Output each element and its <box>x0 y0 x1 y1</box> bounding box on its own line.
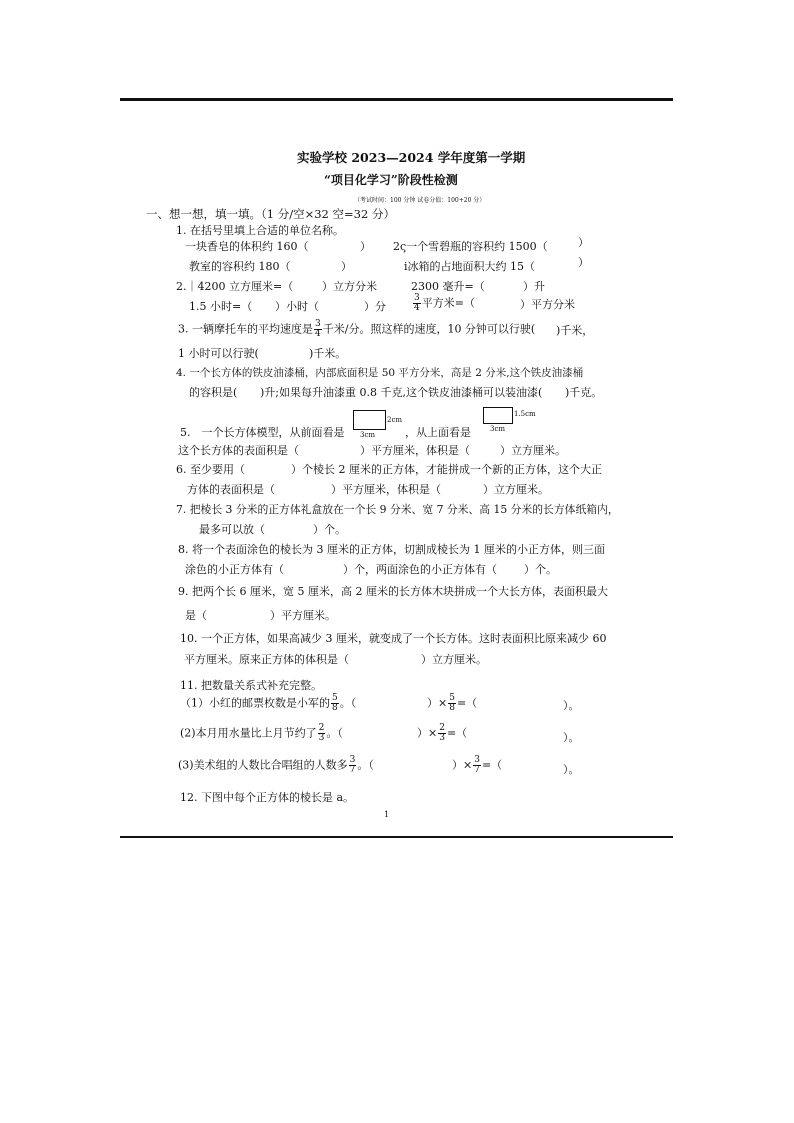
exam-info: （考试时间：100 分钟 试卷分值：100+20 分） <box>354 197 486 204</box>
q12-title: 12. 下图中每个正方体的棱长是 a。 <box>180 791 355 804</box>
q3-line1: 3. 一辆摩托车的平均速度是 $\frac{3}{4}$ 千米/分。照这样的速度，10 分钟可以行驶( <box>178 319 536 339</box>
q6-a: 6. 至少要用（ <box>176 463 245 476</box>
q4-b: 的容积是( <box>189 386 238 399</box>
q11-r3-fraction2: $\frac{3}{7}$ <box>474 755 480 775</box>
q2-c-mid: ）小时（ <box>275 300 319 313</box>
q6-b: 方体的表面积是（ <box>187 483 275 496</box>
q11-r1-fraction: $\frac{5}{8}$ <box>332 693 338 713</box>
q8-b-close: ）个。 <box>524 563 557 576</box>
q10-a: 10. 一个正方体，如果高减少 3 厘米，就变成了一个长方体。这时表面积比原来减少 60 <box>180 632 607 645</box>
q11-row2-close: ）。 <box>563 731 580 744</box>
q1-b: 2ς一个雪碧瓶的容积约 1500（ <box>393 240 548 253</box>
q6-b-close: ）立方厘米。 <box>483 483 549 496</box>
q8-a: 8. 将一个表面涂色的棱长为 3 厘米的正方体，切割成棱长为 1 厘米的小正方体，则三面 <box>178 543 605 556</box>
q11-r2-fraction2: $\frac{2}{3}$ <box>439 723 445 743</box>
q1-d: i冰箱的占地面积大约 15（ <box>404 260 536 273</box>
section-title: 一、想一想，填一填。（1 分/空×32 空=32 分） <box>146 207 395 221</box>
q8-b: 涂色的小正方体有（ <box>185 563 284 576</box>
top-view-height: 1.5cm <box>514 410 536 418</box>
q10-b: 平方厘米。原来正方体的体积是（ <box>184 653 349 666</box>
q2-c: 1.5 小时=（ <box>189 300 253 313</box>
q3-fraction: $\frac{3}{4}$ <box>315 319 321 339</box>
q11-title: 11. 把数量关系式补充完整。 <box>180 679 322 692</box>
q1-c-close: ） <box>341 260 352 273</box>
q5-c: 这个长方体的表面积是（ <box>178 444 299 457</box>
q1-title: 1. 在括号里填上合适的单位名称。 <box>176 224 344 237</box>
q4-b-mid: )升;如果每升油漆重 0.8 千克,这个铁皮油漆桶可以装油漆( <box>260 386 543 399</box>
q1-d-close: ） <box>578 256 589 269</box>
q8-b-mid: ）个，两面涂色的小正方体有（ <box>343 563 497 576</box>
q11-row3-close: ）。 <box>563 763 580 776</box>
q7-b: 最多可以放（ <box>199 523 265 536</box>
front-view-rectangle <box>353 410 386 430</box>
q1-a: 一块香皂的体积约 160（ <box>185 240 309 253</box>
q9-b: 是（ <box>185 609 207 622</box>
q11-row1: （1）小红的邮票枚数是小军的 $\frac{5}{8}$ 。（ <box>180 693 357 713</box>
q11-row1-close: ）。 <box>563 699 580 712</box>
top-rule <box>120 98 673 101</box>
q11-r2-fraction: $\frac{2}{3}$ <box>318 723 325 743</box>
q2-b-close: ）升 <box>523 280 545 293</box>
q11-r1-fraction2: $\frac{5}{8}$ <box>449 693 455 713</box>
q5-a: 5. 一个长方体模型，从前面看是 <box>180 426 345 439</box>
school-title: 实验学校 2023—2024 学年度第一学期 <box>297 150 526 165</box>
q4-b-close: )千克。 <box>565 386 603 399</box>
top-view-width: 3cm <box>490 425 506 433</box>
q3-c-close: )千米。 <box>309 347 347 360</box>
exam-subtitle: “项目化学习”阶段性检测 <box>324 173 458 187</box>
page-number: 1 <box>384 810 390 819</box>
front-view-height: 2cm <box>387 416 403 424</box>
q6-b-mid: ）平方厘米，体积是（ <box>331 483 441 496</box>
q2-d-close: ）平方分米 <box>520 298 575 311</box>
q7-b-close: ）个。 <box>313 523 346 536</box>
q1-b-close: ） <box>578 236 589 249</box>
q1-c: 教室的容积约 180（ <box>189 260 291 273</box>
q2-d: $\frac{3}{4}$ 平方米=（ <box>414 293 475 313</box>
q11-row1-mid: ）× $\frac{5}{8}$ =（ <box>427 693 478 713</box>
q5-c-close: ）立方厘米。 <box>500 444 566 457</box>
q11-row2: (2)本月用水量比上月节约了 $\frac{2}{3}$ 。（ <box>180 723 343 743</box>
q1-a-close: ） <box>360 240 371 253</box>
bottom-rule <box>120 836 673 838</box>
q10-b-close: ）立方厘米。 <box>421 653 487 666</box>
q7-a: 7. 把棱长 3 分米的正方体礼盒放在一个长 9 分米、宽 7 分米、高 15 分米的长方体纸箱内， <box>176 503 619 516</box>
q3-line1-close: )千米， <box>556 324 594 337</box>
q11-row3-mid: ）× $\frac{3}{7}$ =（ <box>452 755 503 775</box>
q11-row2-mid: ）× $\frac{2}{3}$ =（ <box>417 723 468 743</box>
q2-a: 2.｜4200 立方厘米=（ <box>176 280 294 293</box>
q2-b: 2300 毫升=（ <box>411 280 485 293</box>
q2-fraction: $\frac{3}{4}$ <box>414 293 420 313</box>
q3-c: 1 小时可以行驶( <box>178 347 259 360</box>
q11-r3-fraction: $\frac{3}{7}$ <box>349 755 356 775</box>
q11-row3: (3)美术组的人数比合唱组的人数多 $\frac{3}{7}$ 。（ <box>178 755 374 775</box>
q9-b-close: ）平方厘米。 <box>270 609 336 622</box>
q6-a-mid: ）个棱长 2 厘米的正方体，才能拼成一个新的正方体，这个大正 <box>291 463 602 476</box>
q4-a: 4. 一个长方体的铁皮油漆桶，内部底面积是 50 平方分米，高是 2 分米,这个铁皮油漆桶 <box>176 367 584 379</box>
top-view-rectangle <box>483 407 513 424</box>
q2-c-close: ）分 <box>364 300 386 313</box>
q5-b: ，从上面看是 <box>405 426 471 439</box>
q5-c-mid: ）平方厘米，体积是（ <box>360 444 470 457</box>
q2-a-close: ）立方分米 <box>322 280 377 293</box>
q9-a: 9. 把两个长 6 厘米，宽 5 厘米，高 2 厘米的长方体木块拼成一个大长方体，表面积最大 <box>178 585 608 598</box>
front-view-width: 3cm <box>360 431 376 439</box>
